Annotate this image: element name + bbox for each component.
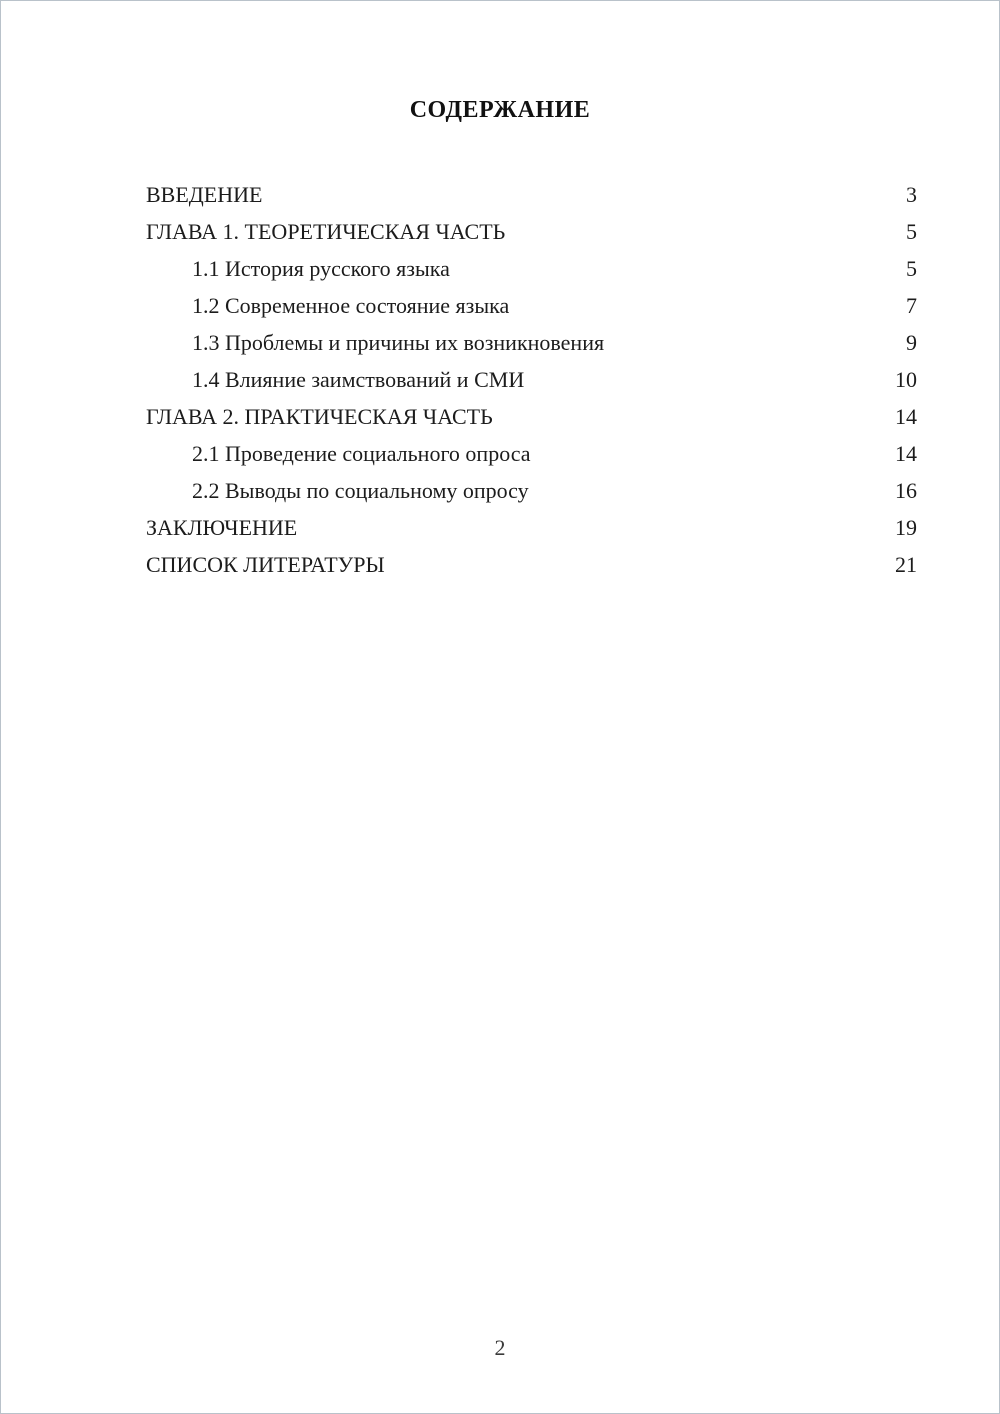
toc-entry: [146, 546, 917, 583]
toc-entry: [146, 250, 917, 287]
toc-entry-label: 1.3 Проблемы и причины их возникновения: [192, 330, 605, 355]
toc-entry-page-number: 9: [906, 330, 917, 355]
toc-entry-page-number: 5: [906, 256, 917, 281]
page-number: 2: [494, 1335, 506, 1360]
toc-entry: [146, 324, 917, 361]
toc-entry-label: СПИСОК ЛИТЕРАТУРЫ: [146, 552, 385, 577]
toc-entry-page-number: 21: [895, 552, 917, 577]
toc-entry: [146, 176, 917, 213]
toc-entry-label: ГЛАВА 1. ТЕОРЕТИЧЕСКАЯ ЧАСТЬ: [146, 219, 506, 244]
toc-entry-page-number: 19: [895, 515, 917, 540]
toc-entry-label: 1.4 Влияние заимствований и СМИ: [192, 367, 525, 392]
toc-entry-page-number: 7: [906, 293, 917, 318]
toc-entry-page-number: 3: [906, 182, 917, 207]
toc-entry-page-number: 5: [906, 219, 917, 244]
toc-entry-label: 1.1 История русского языка: [192, 256, 450, 281]
toc-entry-page-number: 14: [895, 404, 917, 429]
toc-entry: [146, 435, 917, 472]
toc-entry: [146, 398, 917, 435]
toc-entry: [146, 213, 917, 250]
toc-entry-label: 2.2 Выводы по социальному опросу: [192, 478, 529, 503]
toc-entry-page-number: 16: [895, 478, 917, 503]
toc-entry-label: ЗАКЛЮЧЕНИЕ: [146, 515, 298, 540]
toc-entry-page-number: 10: [895, 367, 917, 392]
toc-entry-label: 2.1 Проведение социального опроса: [192, 441, 531, 466]
toc-entry: [146, 287, 917, 324]
page-title: СОДЕРЖАНИЕ: [409, 97, 591, 123]
toc-entry-label: ВВЕДЕНИЕ: [146, 182, 263, 207]
toc-entry: [146, 509, 917, 546]
toc-entry: [146, 361, 917, 398]
toc-list: [1, 176, 999, 583]
toc-entry-label: 1.2 Современное состояние языка: [192, 293, 510, 318]
toc-entry-label: ГЛАВА 2. ПРАКТИЧЕСКАЯ ЧАСТЬ: [146, 404, 493, 429]
toc-entry: [146, 472, 917, 509]
toc-entry-page-number: 14: [895, 441, 917, 466]
